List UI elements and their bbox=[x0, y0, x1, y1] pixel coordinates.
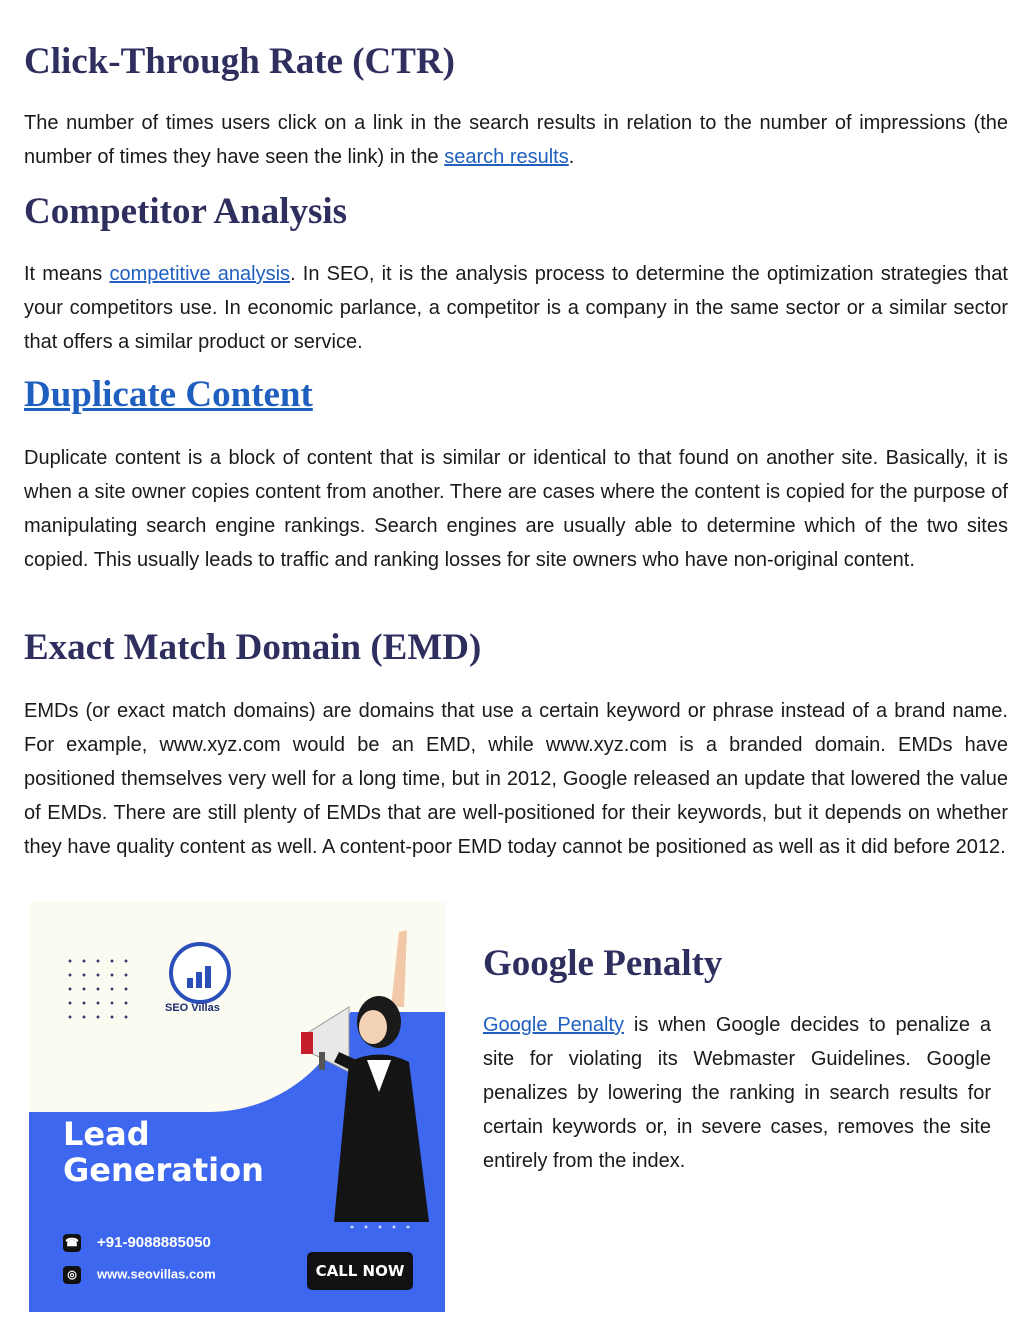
heading-ctr: Click-Through Rate (CTR) bbox=[24, 41, 455, 82]
phone-icon: ☎ bbox=[63, 1234, 81, 1252]
google-penalty-text: is when Google decides to penalize a site for violating its Webmaster Guidelines. Google penalizes by lowering the ranking in search results for certain keywords or, in severe cases, removes the site entirely from the index. bbox=[483, 1014, 991, 1172]
link-duplicate-content[interactable]: Duplicate Content bbox=[24, 374, 313, 415]
logo-text: SEO Villas bbox=[165, 1002, 220, 1014]
woman-with-megaphone-icon bbox=[279, 912, 445, 1222]
seo-villas-logo bbox=[169, 942, 231, 1004]
link-search-results[interactable]: search results bbox=[444, 146, 569, 168]
ctr-text-end: . bbox=[568, 146, 575, 168]
ad-dot-pattern bbox=[63, 954, 133, 1024]
heading-competitor-analysis: Competitor Analysis bbox=[24, 191, 348, 232]
heading-duplicate-content bbox=[24, 373, 313, 417]
heading-exact-match-domain: Exact Match Domain (EMD) bbox=[24, 627, 482, 668]
lead-generation-ad-image bbox=[29, 902, 445, 1312]
competitor-text-end: . In SEO, it is the analysis process to determine the optimization strategies that your competitors use. In economic parlance, a competitor is a company in the same sector or a similar sector that offers a similar product or service. bbox=[24, 263, 1008, 353]
globe-icon: ◎ bbox=[63, 1266, 81, 1284]
paragraph-duplicate-content: Duplicate content is a block of content that is similar or identical to that found on another site. Basically, it is when a site owner copies content from another. There are cases where the content is copied for the purpose of manipulating search engine rankings. Search engines are usually able to determine which of the two sites copied. This usually leads to traffic and ranking losses for site owners who have non-original content. bbox=[24, 447, 1008, 571]
ad-phone-text: +91-9088885050 bbox=[97, 1234, 211, 1251]
ad-headline: Lead Generation bbox=[63, 1115, 264, 1189]
call-now-button[interactable]: CALL NOW bbox=[307, 1252, 413, 1290]
link-google-penalty[interactable]: Google Penalty bbox=[483, 1014, 625, 1036]
competitor-text: It means bbox=[24, 263, 110, 285]
ad-website bbox=[63, 1266, 216, 1284]
ad-website-text: www.seovillas.com bbox=[97, 1266, 216, 1282]
heading-google-penalty: Google Penalty bbox=[483, 943, 723, 984]
ad-phone bbox=[63, 1234, 211, 1252]
paragraph-competitor-analysis bbox=[24, 257, 1008, 359]
paragraph-google-penalty bbox=[483, 1008, 991, 1178]
paragraph-exact-match-domain: EMDs (or exact match domains) are domains that use a certain keyword or phrase instead of a brand name. For example, www.xyz.com would be an EMD, while www.xyz.com is a branded domain. EMDs have positioned themselves very well for a long time, but in 2012, Google released an update that lowered the value of EMDs. There are still plenty of EMDs that are well-positioned for their keywords, but it depends on whether they have quality content as well. A content-poor EMD today cannot be positioned as well as it did before 2012. bbox=[24, 700, 1008, 858]
ctr-text: The number of times users click on a link in the search results in relation to the number of impressions (the number of times they have seen the link) in the bbox=[24, 112, 1008, 168]
paragraph-ctr bbox=[24, 106, 1008, 174]
link-competitive-analysis[interactable]: competitive analysis bbox=[109, 263, 291, 285]
